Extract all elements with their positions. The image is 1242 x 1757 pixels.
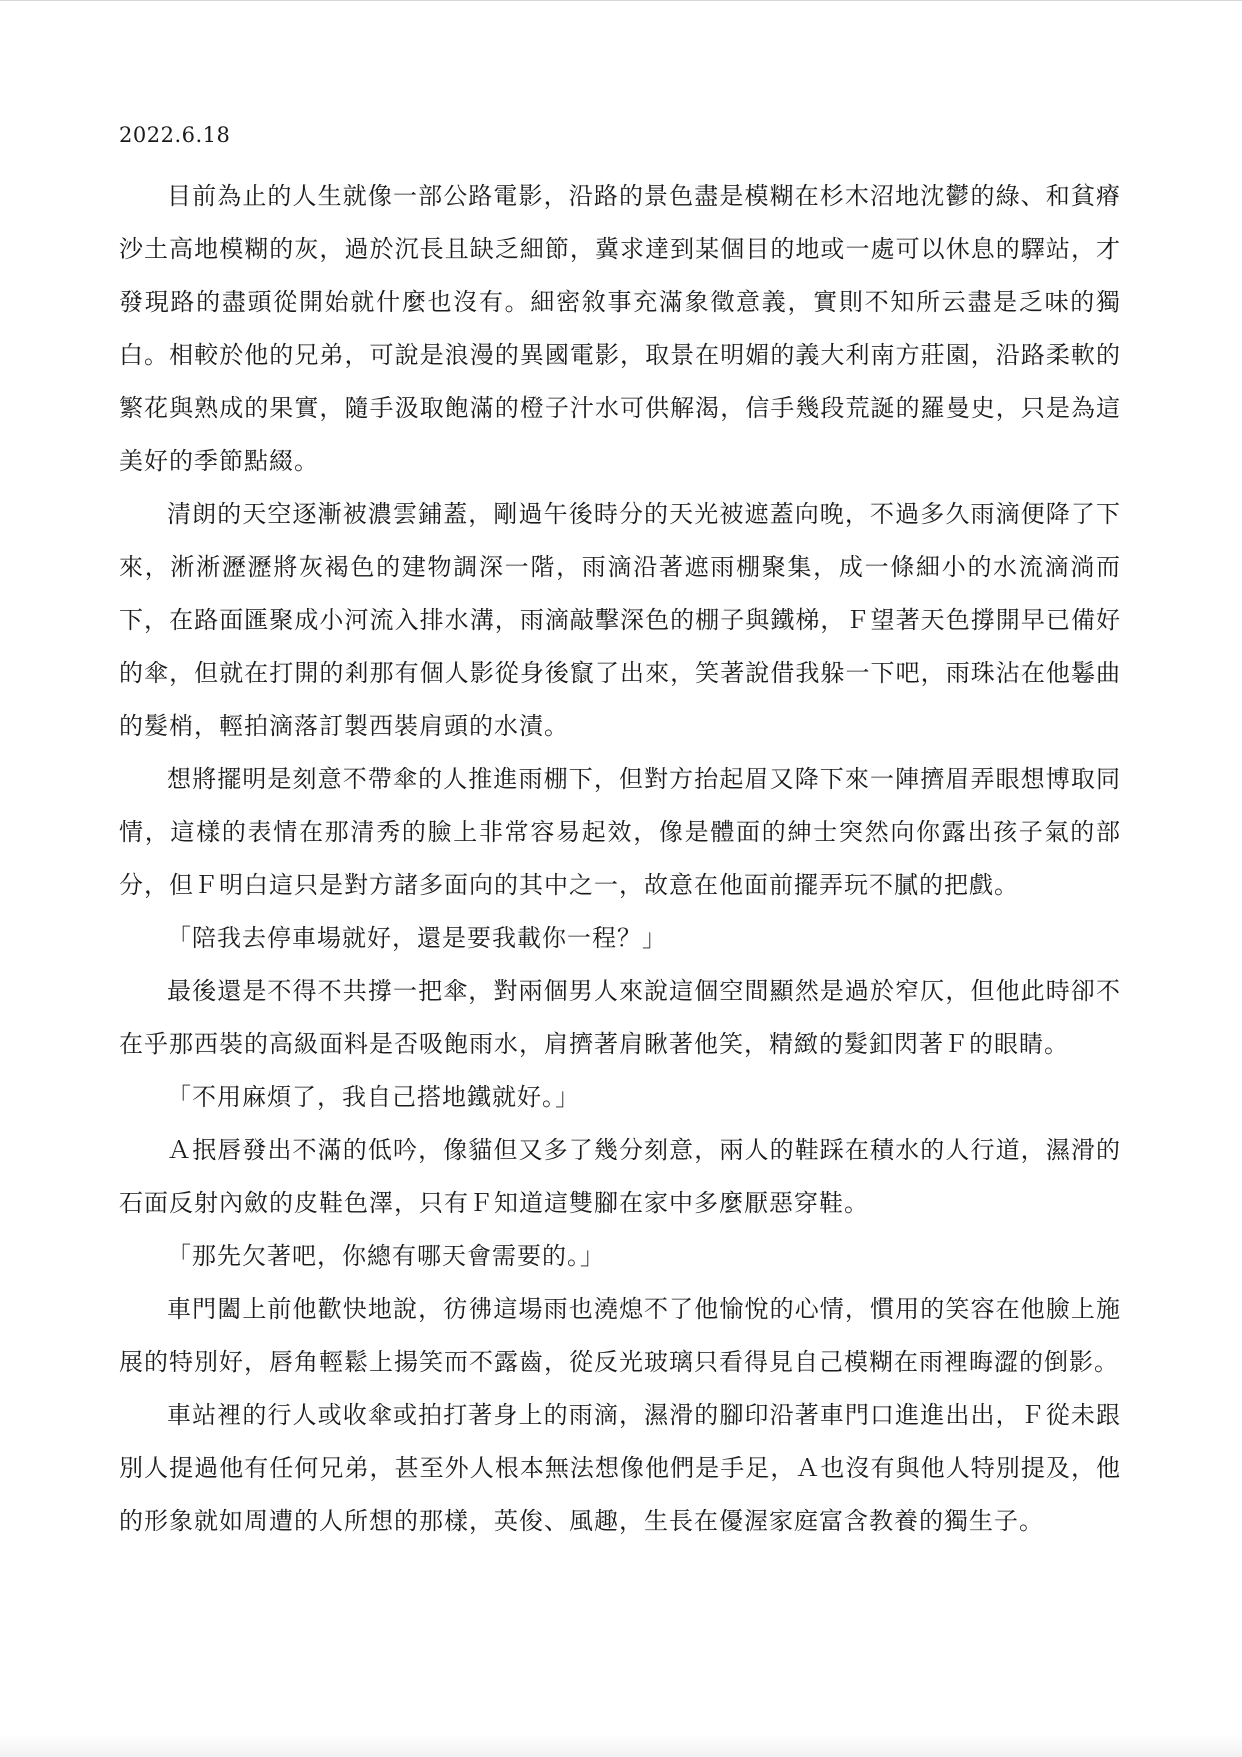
paragraph-4: 最後還是不得不共撐一把傘，對兩個男人來說這個空間顯然是過於窄仄，但他此時卻不在乎那西裝的高級面料是否吸飽雨水，肩擠著肩瞅著他笑，精緻的髮釦閃著Ｆ的眼睛。: [119, 977, 1121, 1058]
page-top-border: [0, 0, 1242, 1]
document-page: [119, 118, 1121, 1548]
paragraph-1: 目前為止的人生就像一部公路電影，沿路的景色盡是模糊在杉木沼地沈鬱的綠、和貧瘠沙土高地模糊的灰，過於沉長且缺乏細節，冀求達到某個目的地或一處可以休息的驛站，才發現路的盡頭從開始就什麼也沒有。細密敘事充滿象徵意義，實則不知所云盡是乏味的獨白。相較於他的兄弟，可說是浪漫的異國電影，取景在明媚的義大利南方莊園，沿路柔軟的繁花與熟成的果實，隨手汲取飽滿的橙子汁水可供解渴，信手幾段荒誕的羅曼史，只是為這美好的季節點綴。: [119, 182, 1121, 475]
paragraph-5: Ａ抿唇發出不滿的低吟，像貓但又多了幾分刻意，兩人的鞋踩在積水的人行道，濕滑的石面反射內斂的皮鞋色澤，只有Ｆ知道這雙腳在家中多麼厭惡穿鞋。: [119, 1136, 1121, 1217]
paragraph-2: 清朗的天空逐漸被濃雲鋪蓋，剛過午後時分的天光被遮蓋向晚，不過多久雨滴便降了下來，淅淅瀝瀝將灰褐色的建物調深一階，雨滴沿著遮雨棚聚集，成一條細小的水流滴淌而下，在路面匯聚成小河流入排水溝，雨滴敲擊深色的棚子與鐵梯，Ｆ望著天色撐開早已備好的傘，但就在打開的剎那有個人影從身後竄了出來，笑著說借我躲一下吧，雨珠沾在他鬈曲的髮梢，輕拍滴落訂製西裝肩頭的水漬。: [119, 500, 1121, 740]
document-date: 2022.6.18: [119, 123, 231, 147]
dialogue-line-3: 「那先欠著吧，你總有哪天會需要的。」: [167, 1242, 605, 1270]
paragraph-6: 車門闔上前他歡快地說，彷彿這場雨也澆熄不了他愉悅的心情，慣用的笑容在他臉上施展的特別好，唇角輕鬆上揚笑而不露齒，從反光玻璃只看得見自己模糊在雨裡晦澀的倒影。: [119, 1295, 1121, 1376]
dialogue-line-1: 「陪我去停車場就好，還是要我載你一程？」: [167, 924, 667, 952]
paragraph-3: 想將擺明是刻意不帶傘的人推進雨棚下，但對方抬起眉又降下來一陣擠眉弄眼想博取同情，這樣的表情在那清秀的臉上非常容易起效，像是體面的紳士突然向你露出孩子氣的部分，但Ｆ明白這只是對方諸多面向的其中之一，故意在他面前擺弄玩不膩的把戲。: [119, 765, 1121, 899]
page-bottom-edge: [0, 1735, 1242, 1757]
dialogue-line-2: 「不用麻煩了，我自己搭地鐵就好。」: [167, 1083, 580, 1111]
paragraph-7: 車站裡的行人或收傘或拍打著身上的雨滴，濕滑的腳印沿著車門口進進出出，Ｆ從未跟別人提過他有任何兄弟，甚至外人根本無法想像他們是手足，Ａ也沒有與他人特別提及，他的形象就如周遭的人所想的那樣，英俊、風趣，生長在優渥家庭富含教養的獨生子。: [119, 1401, 1121, 1535]
